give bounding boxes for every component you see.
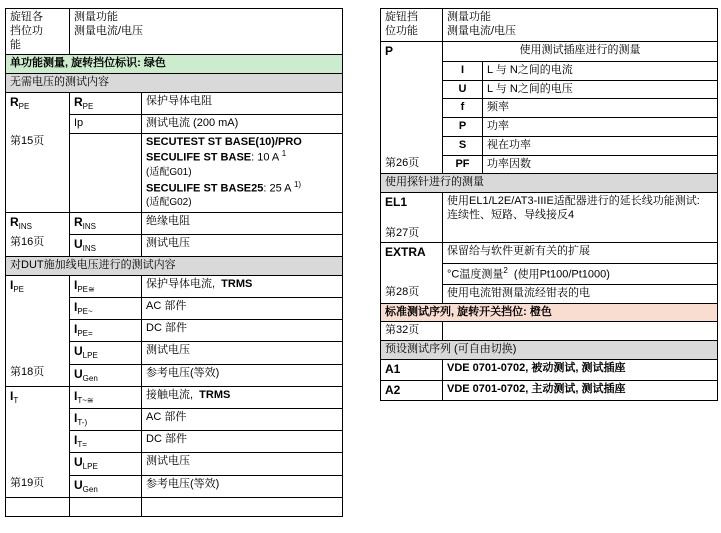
table-row — [381, 80, 718, 99]
row-knob-blank — [381, 118, 443, 137]
row-desc-u: L 与 N之间的电压 — [483, 80, 718, 99]
left-column — [5, 8, 343, 517]
right-band-grey2-row — [381, 341, 718, 360]
row-desc-it-ugen: 参考电压(等效) — [142, 475, 343, 497]
row-desc-a2: VDE 0701-0702, 主动测试, 测试插座 — [443, 380, 718, 401]
row-fn-it-ulpe: $U_{LPE}$ — [70, 453, 142, 475]
row-knob-blank — [6, 114, 70, 133]
row-desc-s: 视在功率 — [483, 136, 718, 155]
row-desc-ipe-trms: 保护导体电流, TRMS — [142, 275, 343, 297]
row-fn-it-ugen: $U_{Gen}$ — [70, 475, 142, 497]
table-row — [6, 298, 343, 320]
right-band-grey-2: 预设测试序列 (可自由切换) — [381, 341, 718, 360]
row-fn-i: I — [443, 61, 483, 80]
left-band-grey-1: 无需电压的测试内容 — [6, 74, 343, 93]
left-band-grey2-row — [6, 257, 343, 276]
left-band-grey1-row — [6, 74, 343, 93]
row-desc-el1-cont — [443, 225, 718, 243]
right-header-col2: 测量功能 测量电流/电压 — [443, 9, 718, 42]
row-fn-ipe-ac: $I_{PE\sim}$ — [70, 298, 142, 320]
row-fn-it-trms: $I_{T\sim≅}$ — [70, 386, 142, 408]
table-row — [6, 342, 343, 364]
table-row — [6, 320, 343, 342]
right-band-orange-row — [381, 303, 718, 322]
row-knob-page28: 第28页 — [381, 284, 443, 303]
row-desc-ipe-dc: DC 部件 — [142, 320, 343, 342]
row-desc-i: L 与 N之间的电流 — [483, 61, 718, 80]
table-row — [381, 225, 718, 243]
row-desc-p-socket: 使用测试插座进行的测量 — [443, 41, 718, 61]
row-knob-page32: 第32页 — [381, 322, 443, 341]
row-knob-a2: A2 — [381, 380, 443, 401]
row-knob-page16: 第16页 — [6, 234, 70, 256]
row-desc-devices: SECUTEST ST BASE(10)/PRO SECULIFE ST BASE: 10 A $^1$ (适配G01) SECULIFE ST BASE25: 25 A $^{1)}$ (适配G02) — [142, 133, 343, 212]
table-row — [6, 431, 343, 453]
row-knob-page27: 第27页 — [381, 225, 443, 243]
row-knob-blank — [6, 298, 70, 320]
row-desc-extra: 保留给与软件更新有关的扩展 — [443, 243, 718, 263]
left-band-green: 单功能测量, 旋转挡位标识: 绿色 — [6, 55, 343, 74]
table-row — [6, 409, 343, 431]
row-knob-blank — [381, 99, 443, 118]
row-fn-ugen: $U_{Gen}$ — [70, 364, 142, 386]
row-knob-it: $I_T$ — [6, 386, 70, 408]
row-desc-it-ac: AC 部件 — [142, 409, 343, 431]
row-desc-it-ulpe: 测试电压 — [142, 453, 343, 475]
table-row — [6, 497, 343, 516]
table-row — [381, 136, 718, 155]
left-header-col1: 旋钮各 挡位功 能 — [6, 9, 70, 55]
row-knob-page15: 第15页 — [6, 133, 70, 212]
row-fn-rpe: $R_{PE}$ — [70, 92, 142, 114]
row-fn-ulpe: $U_{LPE}$ — [70, 342, 142, 364]
row-desc-ugen: 参考电压(等效) — [142, 364, 343, 386]
row-fn-uins: $U_{INS}$ — [70, 234, 142, 256]
table-row — [6, 133, 343, 212]
right-column — [380, 8, 718, 401]
table-row — [6, 453, 343, 475]
row-desc-p: 功率 — [483, 118, 718, 137]
row-knob-blank — [381, 263, 443, 284]
right-band-orange: 标准测试序列, 旋转开关挡位: 橙色 — [381, 303, 718, 322]
right-band-grey1-row — [381, 174, 718, 193]
row-knob-blank — [6, 342, 70, 364]
row-desc-uins: 测试电压 — [142, 234, 343, 256]
row-desc-ip: 测试电流 (200 mA) — [142, 114, 343, 133]
row-desc-el1: 使用EL1/L2E/AT3-IIIE适配器进行的延长线功能测试: 连续性、短路、导线接反4 — [443, 193, 718, 225]
row-knob-page19: 第19页 — [6, 475, 70, 497]
row-desc-f: 频率 — [483, 99, 718, 118]
row-knob-blank — [6, 431, 70, 453]
table-row — [381, 193, 718, 225]
table-row — [6, 212, 343, 234]
row-knob-rins: $R_{INS}$ — [6, 212, 70, 234]
row-knob-a1: A1 — [381, 359, 443, 380]
table-row — [381, 155, 718, 174]
row-fn-pf: PF — [443, 155, 483, 174]
row-desc-page32 — [443, 322, 718, 341]
row-fn-f: f — [443, 99, 483, 118]
table-row — [381, 359, 718, 380]
table-row — [381, 243, 718, 263]
row-knob-blank — [6, 453, 70, 475]
right-table — [380, 8, 718, 401]
row-knob-blank — [381, 80, 443, 99]
table-row — [381, 41, 718, 61]
row-desc-it-dc: DC 部件 — [142, 431, 343, 453]
right-table-header-row — [381, 9, 718, 42]
left-table — [5, 8, 343, 517]
row-fn-ipe-dc: $I_{PE=}$ — [70, 320, 142, 342]
table-row — [381, 380, 718, 401]
row-fn-it-ac: $I_{T-)}$ — [70, 409, 142, 431]
row-fn-next — [70, 497, 142, 516]
row-desc-temp: °C温度测量$^2$ (使用Pt100/Pt1000) — [443, 263, 718, 284]
table-row — [381, 322, 718, 341]
row-knob-p: P — [381, 41, 443, 61]
right-band-grey-1: 使用探针进行的测量 — [381, 174, 718, 193]
left-header-col2: 测量功能 测量电流/电压 — [70, 9, 343, 55]
table-row — [6, 275, 343, 297]
table-row — [6, 234, 343, 256]
row-knob-blank — [6, 320, 70, 342]
table-row — [6, 92, 343, 114]
row-knob-blank — [381, 136, 443, 155]
row-desc-it-trms: 接触电流, TRMS — [142, 386, 343, 408]
row-desc-rpe: 保护导体电阻 — [142, 92, 343, 114]
row-desc-pf: 功率因数 — [483, 155, 718, 174]
table-row — [381, 61, 718, 80]
row-desc-a1: VDE 0701-0702, 被动测试, 测试插座 — [443, 359, 718, 380]
row-knob-page26: 第26页 — [381, 155, 443, 174]
table-row — [6, 364, 343, 386]
table-row — [381, 284, 718, 303]
table-row — [381, 99, 718, 118]
left-band-green-row — [6, 55, 343, 74]
row-fn-p: P — [443, 118, 483, 137]
row-knob-blank — [381, 61, 443, 80]
row-knob-el1: EL1 — [381, 193, 443, 225]
row-knob-rpe: $R_{PE}$ — [6, 92, 70, 114]
row-knob-ipe: $I_{PE}$ — [6, 275, 70, 297]
row-fn-rins: $R_{INS}$ — [70, 212, 142, 234]
table-row — [6, 475, 343, 497]
left-band-grey-2: 对DUT施加线电压进行的测试内容 — [6, 257, 343, 276]
row-desc-clamp: 使用电流钳测量流经钳表的电 — [443, 284, 718, 303]
left-table-header-row — [6, 9, 343, 55]
row-knob-blank — [6, 497, 70, 516]
row-desc-rins: 绝缘电阻 — [142, 212, 343, 234]
table-row — [381, 118, 718, 137]
row-knob-page18: 第18页 — [6, 364, 70, 386]
row-fn-it-dc: $I_{T=}$ — [70, 431, 142, 453]
row-fn-ipe-trms: $I_{PE≅}$ — [70, 275, 142, 297]
row-desc-next — [142, 497, 343, 516]
row-knob-blank — [6, 409, 70, 431]
row-fn-ip: Ip — [70, 114, 142, 133]
row-fn-blank — [70, 133, 142, 212]
row-fn-s: S — [443, 136, 483, 155]
table-row — [381, 263, 718, 284]
row-desc-ipe-ac: AC 部件 — [142, 298, 343, 320]
row-desc-ulpe: 测试电压 — [142, 342, 343, 364]
table-row — [6, 386, 343, 408]
row-fn-u: U — [443, 80, 483, 99]
row-knob-extra: EXTRA — [381, 243, 443, 263]
table-row — [6, 114, 343, 133]
right-header-col1: 旋钮挡 位功能 — [381, 9, 443, 42]
